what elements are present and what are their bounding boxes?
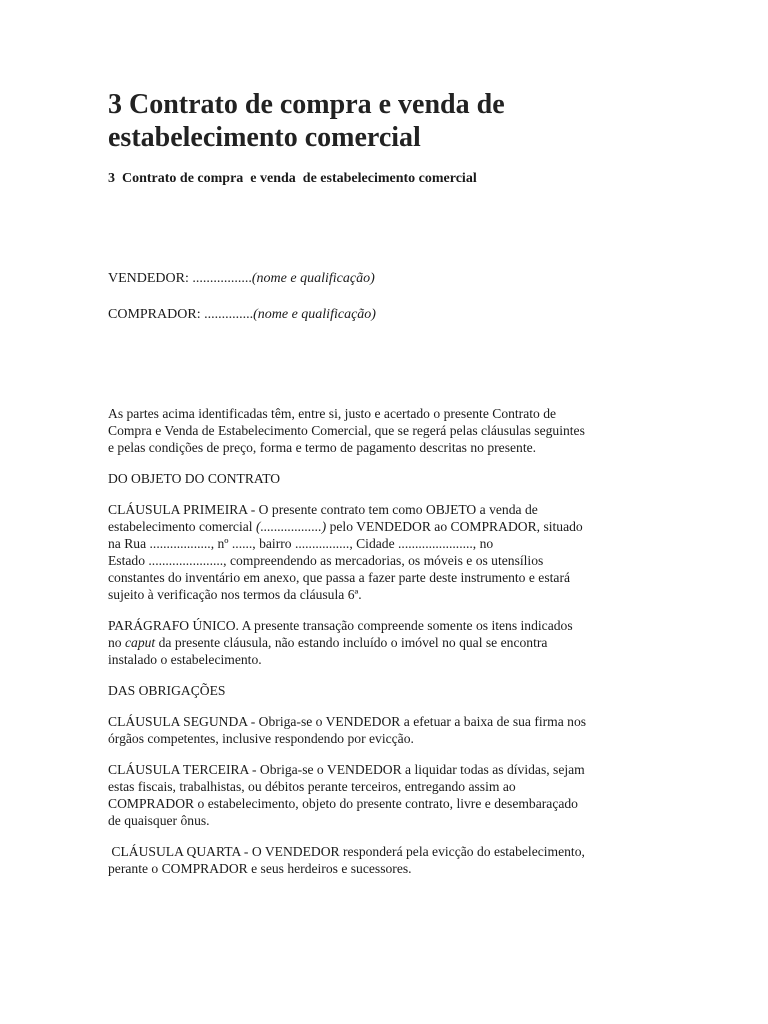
clausula-segunda: CLÁUSULA SEGUNDA - Obriga-se o VENDEDOR a efetuar a baixa de sua firma nos órgãos competentes, inclusive respondendo por evicção. — [108, 714, 587, 746]
vendedor-blank: ................. — [192, 271, 252, 286]
paragrafo-unico: PARÁGRAFO ÚNICO. A presente transação compreende somente os itens indicados no caput da presente cláusula, não estando incluído o imóvel no qual se encontra instalado o estabelecimento. — [108, 618, 573, 667]
vendedor-line — [108, 270, 375, 288]
clausula-terceira: CLÁUSULA TERCEIRA - Obriga-se o VENDEDOR a liquidar todas as dívidas, sejam estas fiscais, trabalhistas, ou débitos perante terceiros, entregando assim ao COMPRADOR o estabelecimento, objeto do presente contrato, livre e desembaraçado de quaisquer ônus. — [108, 762, 585, 828]
comprador-line — [108, 306, 376, 324]
clausula-primeira: CLÁUSULA PRIMEIRA - O presente contrato tem como OBJETO a venda de estabelecimento comercial (..................) pelo VENDEDOR ao COMPRADOR, situado na Rua .................., nº ......, bairro ................, Cidade ......................, no Estado ......................, compreendendo as mercadorias, os móveis e os utensílios constantes do inventário em anexo, que passa a fazer parte deste instrumento e estará sujeito à verificação nos termos da cláusula 6ª. — [108, 502, 583, 602]
intro-paragraph: As partes acima identificadas têm, entre si, justo e acertado o presente Contrato de Compra e Venda de Estabelecimento Comercial, que se regerá pelas cláusulas seguintes e pelas condições de preço, forma e termo de pagamento descritas no presente. — [108, 406, 585, 455]
title-line-2: estabelecimento comercial — [108, 122, 421, 153]
section-heading-obrigacoes: DAS OBRIGAÇÕES — [108, 683, 226, 698]
clausula-quarta: CLÁUSULA QUARTA - O VENDEDOR responderá pela evicção do estabelecimento, perante o COMPRADOR e seus herdeiros e sucessores. — [108, 844, 585, 876]
vendedor-note: (nome e qualificação) — [251, 271, 375, 286]
title-line-1: 3 Contrato de compra e venda de — [108, 89, 505, 120]
document-subtitle: 3 Contrato de compra e venda de estabelecimento comercial — [108, 171, 477, 186]
vendedor-label: VENDEDOR: — [108, 271, 193, 286]
comprador-blank: .............. — [204, 307, 254, 322]
document-title — [108, 88, 668, 154]
document-page — [108, 88, 668, 876]
comprador-note: (nome e qualificação) — [253, 307, 376, 322]
section-heading-objeto: DO OBJETO DO CONTRATO — [108, 471, 281, 486]
comprador-label: COMPRADOR: — [108, 307, 205, 322]
contract-body — [108, 405, 668, 891]
